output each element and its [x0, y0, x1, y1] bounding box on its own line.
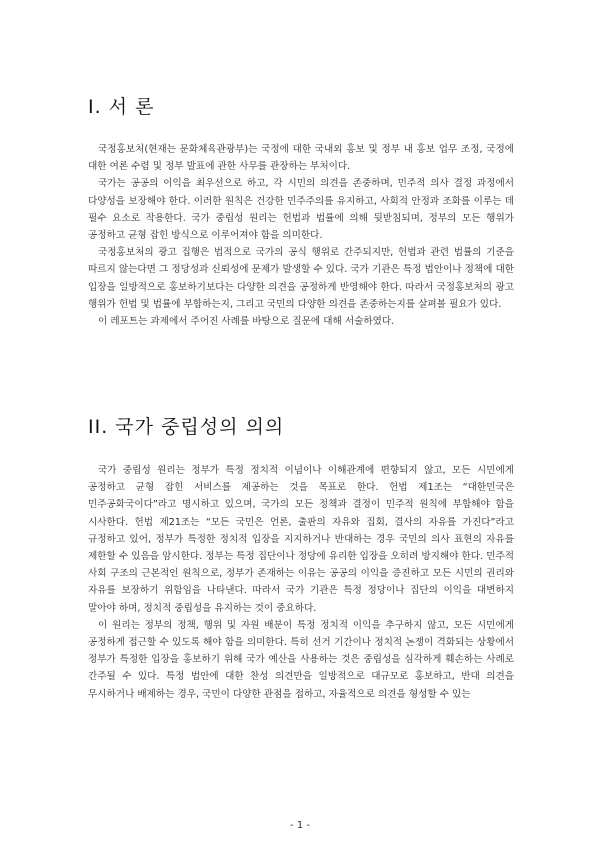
section-body-introduction: [88, 141, 514, 330]
section-heading-introduction: I. 서 론: [88, 96, 155, 118]
paragraph: 국가 중립성 원리는 정부가 특정 정치적 이념이나 이해관계에 편향되지 않고, 모든 시민에게 공정하고 균형 잡힌 서비스를 제공하는 것을 목표로 한다. 헌법 제1조는 “대한민국은 민주공화국이다”라고 명시하고 있으며, 국가의 모든 정책과 결정이 민주적 원칙에 부합해야 함을 시사한다. 헌법 제21조는 “모든 국민은 언론, 출판의 자유와 집회, 결사의 자유를 가진다”라고 규정하고 있어, 정부가 특정한 정치적 입장을 지지하거나 반대하는 경우 국민의 의사 표현의 자유를 제한할 수 있음을 암시한다. 정부는 특정 집단이나 정당에 유리한 입장을 오히려 방지해야 한다. 민주적 사회 구조의 근본적인 원칙으로, 정부가 존재하는 이유는 공공의 이익을 증진하고 모든 시민의 권리와 자유를 보장하기 위함임을 나타낸다. 따라서 국가 기관은 특정 정당이나 집단의 이익을 대변하지 말아야 하며, 정치적 중립성을 유지하는 것이 중요하다.: [88, 465, 514, 614]
paragraph: 이 레포트는 과제에서 주어진 사례를 바탕으로 질문에 대해 서술하였다.: [98, 316, 395, 328]
paragraph: 국정홍보처(현재는 문화체육관광부)는 국정에 대한 국내외 홍보 및 정부 내 홍보 업무 조정, 국정에 대한 여론 수렴 및 정부 발표에 관한 사무를 관장하는 부처이다.: [88, 144, 514, 173]
paragraph: 이 원리는 정부의 정책, 행위 및 자원 배분이 특정 정치적 이익을 추구하지 않고, 모든 시민에게 공정하게 접근할 수 있도록 해야 함을 의미한다. 특히 선거 기간이나 정치적 논쟁이 격화되는 상황에서 정부가 특정한 입장을 홍보하기 위해 국가 예산을 사용하는 것은 중립성을 심각하게 훼손하는 사례로 간주될 수 있다. 특정 법안에 대한 찬성 의견만을 일방적으로 대규모로 홍보하고, 반대 의견을 무시하거나 배제하는 경우, 국민이 다양한 관점을 접하고, 자율적으로 의견을 형성할 수 있는: [88, 619, 514, 700]
section-heading-state-neutrality: II. 국가 중립성의 의의: [88, 416, 285, 438]
section-body-state-neutrality: [88, 462, 514, 703]
paragraph: 국정홍보처의 광고 집행은 법적으로 국가의 공식 행위로 간주되지만, 헌법과 관련 법률의 기준을 따르지 않는다면 그 정당성과 신뢰성에 문제가 발생할 수 있다. 국가 기관은 특정 법안이나 정책에 대한 입장을 일방적으로 홍보하기보다는 다양한 의견을 공정하게 반영해야 한다. 따라서 국정홍보처의 광고 행위가 헌법 및 법률에 부합하는지, 그리고 국민의 다양한 의견을 존중하는지를 살펴볼 필요가 있다.: [88, 247, 514, 310]
page-number: - 1 -: [290, 820, 310, 831]
paragraph: 국가는 공공의 이익을 최우선으로 하고, 각 시민의 의견을 존중하며, 민주적 의사 결정 과정에서 다양성을 보장해야 한다. 이러한 원칙은 건강한 민주주의를 유지하고, 사회적 안정과 조화를 이루는 데 필수 요소로 작용한다. 국가 중립성 원리는 헌법과 법률에 의해 뒷받침되며, 정부의 모든 행위가 공정하고 균형 잡힌 방식으로 이루어져야 함을 의미한다.: [88, 178, 514, 242]
